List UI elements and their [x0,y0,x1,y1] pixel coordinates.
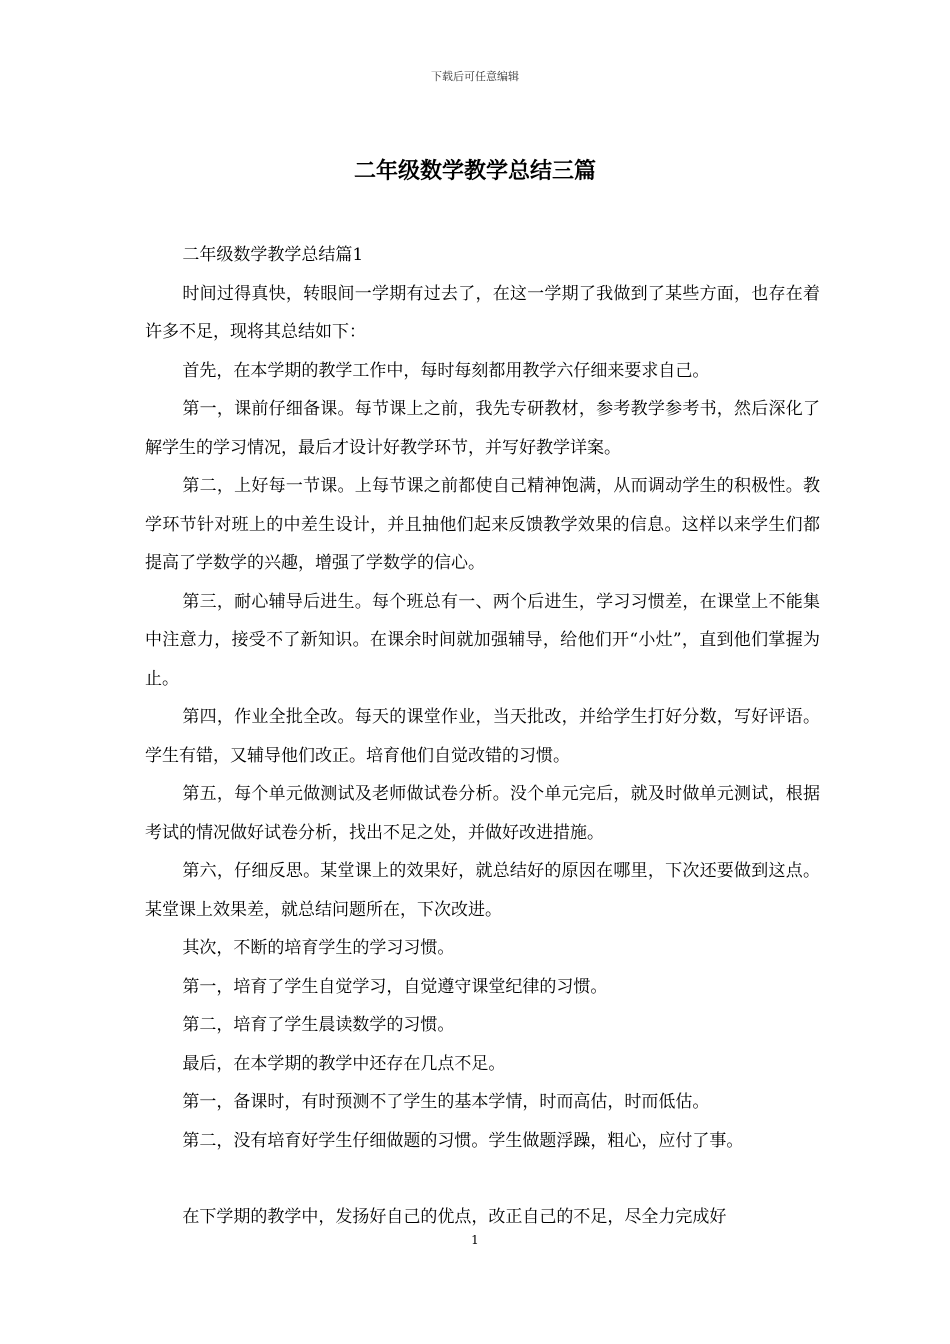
paragraph: 时间过得真快，转眼间一学期有过去了，在这一学期了我做到了某些方面，也存在着许多不足，现将其总结如下： [145,283,820,342]
document-title: 二年级数学教学总结三篇 [353,158,596,184]
document-body [145,236,820,1237]
paragraph: 在下学期的教学中，发扬好自己的优点，改正自己的不足，尽全力完成好 [182,1207,727,1227]
paragraph: 第二，培育了学生晨读数学的习惯。 [182,1015,455,1035]
paragraph: 其次，不断的培育学生的学习习惯。 [182,938,455,958]
paragraph: 第一，备课时，有时预测不了学生的基本学情，时而高估，时而低估。 [182,1092,710,1112]
paragraph: 第一，培育了学生自觉学习，自觉遵守课堂纪律的习惯。 [182,976,608,997]
paragraph: 首先，在本学期的教学工作中，每时每刻都用教学六仔细来要求自己。 [182,360,710,381]
paragraph: 最后，在本学期的教学中还存在几点不足。 [182,1053,506,1074]
section-heading: 二年级数学教学总结篇1 [182,245,364,265]
paragraph: 第五，每个单元做测试及老师做试卷分析。没个单元完后，就及时做单元测试，根据考试的情况做好试卷分析，找出不足之处，并做好改进措施。 [145,784,820,843]
paragraph: 第六，仔细反思。某堂课上的效果好，就总结好的原因在哪里，下次还要做到这点。某堂课上效果差，就总结问题所在，下次改进。 [145,861,820,920]
paragraph: 第二，上好每一节课。上每节课之前都使自己精神饱满，从而调动学生的积极性。教学环节针对班上的中差生设计，并且抽他们起来反馈教学效果的信息。这样以来学生们都提高了学数学的兴趣，增强了学数学的信心。 [145,476,820,573]
paragraph: 第四，作业全批全改。每天的课堂作业，当天批改，并给学生打好分数，写好评语。学生有错，又辅导他们改正。培育他们自觉改错的习惯。 [145,707,820,766]
paragraph: 第三，耐心辅导后进生。每个班总有一、两个后进生，学习习惯差，在课堂上不能集中注意力，接受不了新知识。在课余时间就加强辅导，给他们开“小灶”，直到他们掌握为止。 [145,591,820,689]
paragraph: 第一，课前仔细备课。每节课上之前，我先专研教材，参考教学参考书，然后深化了解学生的学习情况，最后才设计好教学环节，并写好教学详案。 [145,399,820,458]
header-note: 下载后可任意编辑 [431,70,519,83]
page-number: 1 [471,1233,479,1247]
paragraph: 第二，没有培育好学生仔细做题的习惯。学生做题浮躁，粗心，应付了事。 [182,1130,744,1151]
